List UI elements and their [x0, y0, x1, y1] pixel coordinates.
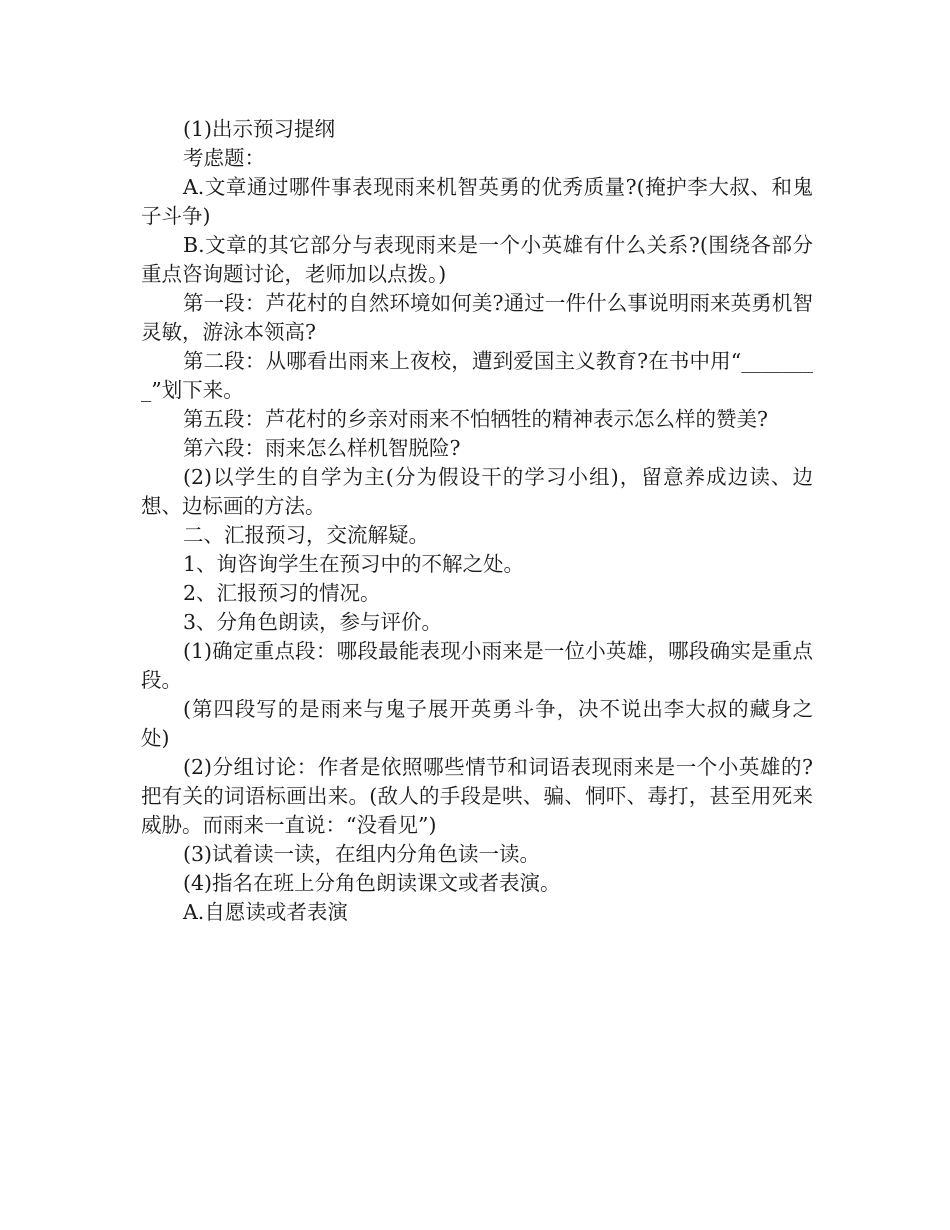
paragraph-question-a: A.文章通过哪件事表现雨来机智英勇的优秀质量?(掩护李大叔、和鬼子斗争): [141, 175, 813, 228]
document-body: [141, 115, 813, 927]
paragraph-fourth-section-note: (第四段写的是雨来与鬼子展开英勇斗争，决不说出李大叔的藏身之处): [141, 697, 813, 750]
paragraph-section-two: 第二段：从哪看出雨来上夜校，遭到爱国主义教育?在书中用“________”划下来。: [141, 349, 813, 402]
paragraph-section-six: 第六段：雨来怎么样机智脱险?: [183, 436, 461, 460]
paragraph-step-one: 1、询咨询学生在预习中的不解之处。: [183, 552, 525, 576]
paragraph-question-b: B.文章的其它部分与表现雨来是一个小英雄有什么关系?(围绕各部分重点咨询题讨论，老师加以点拨。): [141, 233, 813, 286]
paragraph-self-study: (2)以学生的自学为主(分为假设干的学习小组)，留意养成边读、边想、边标画的方法。: [141, 465, 813, 518]
paragraph-volunteer-reading: A.自愿读或者表演: [183, 900, 348, 924]
paragraph-report-heading: 二、汇报预习，交流解疑。: [183, 523, 429, 547]
paragraph-try-reading: (3)试着读一读，在组内分角色读一读。: [183, 842, 541, 866]
paragraph-step-two: 2、汇报预习的情况。: [183, 581, 381, 605]
paragraph-preview-outline: (1)出示预习提纲: [183, 117, 336, 141]
paragraph-step-three: 3、分角色朗读，参与评价。: [183, 610, 443, 634]
paragraph-section-five: 第五段：芦花村的乡亲对雨来不怕牺牲的精神表示怎么样的赞美?: [183, 407, 768, 431]
paragraph-section-one: 第一段：芦花村的自然环境如何美?通过一件什么事说明雨来英勇机智灵敏，游泳本领高?: [141, 291, 813, 344]
paragraph-group-discussion: (2)分组讨论：作者是依照哪些情节和词语表现雨来是一个小英雄的?把有关的词语标画出来。(敌人的手段是哄、骗、恫吓、毒打，甚至用死来威胁。而雨来一直说：“没看见”): [141, 755, 813, 837]
paragraph-key-section: (1)确定重点段：哪段最能表现小雨来是一位小英雄，哪段确实是重点段。: [141, 639, 813, 692]
paragraph-questions-heading: 考虑题：: [183, 146, 265, 170]
paragraph-class-reading: (4)指名在班上分角色朗读课文或者表演。: [183, 871, 561, 895]
